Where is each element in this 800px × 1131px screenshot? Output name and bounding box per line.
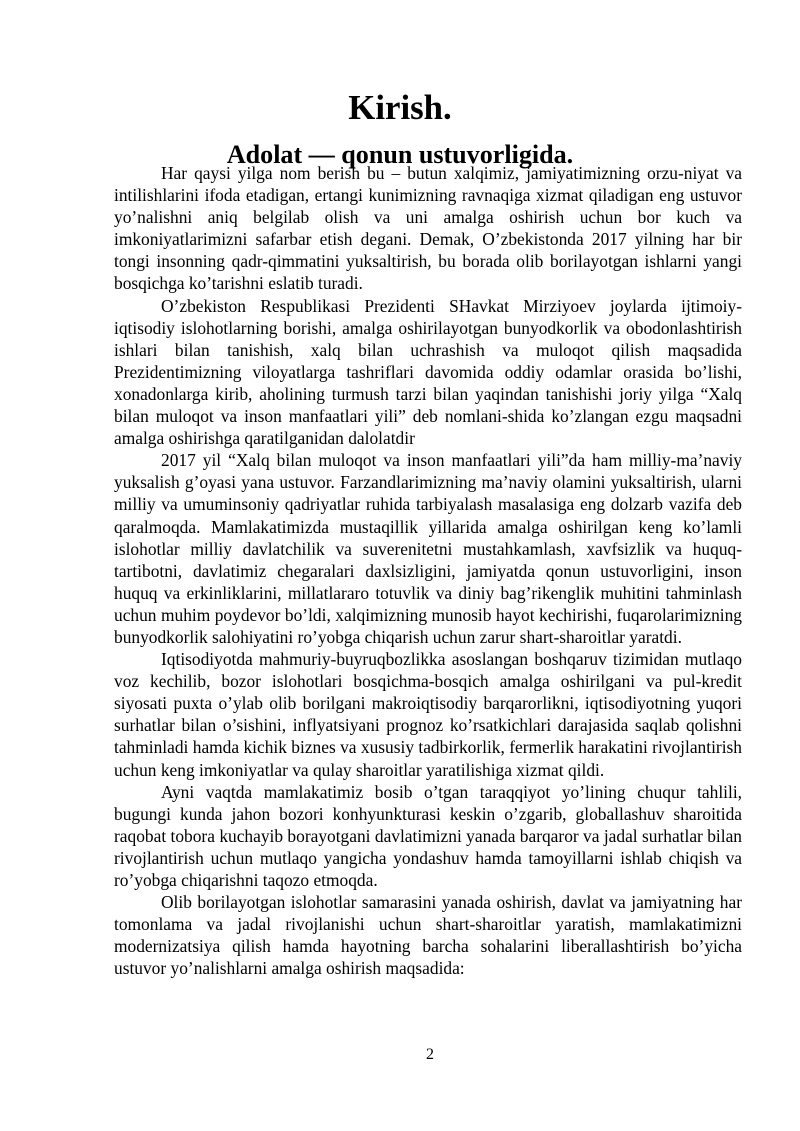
paragraph: 2017 yil “Xalq bilan muloqot va inson manfaatlari yili”da ham milliy-ma’naviy yuksalish g’oyasi yana ustuvor. Farzandlarimizning ma’naviy olamini yuksaltirish, ularni milliy va umuminsoniy qadriyatlar ruhida tarbiyalash masalasiga eng dolzarb vazifa deb qaralmoqda. Mamlakatimizda mustaqillik yillarida amalga oshirilgan keng ko’lamli islohotlar milliy davlatchilik va suverenitetni mustahkamlash, xavfsizlik va huquq-tartibotni, davlatimiz chegaralari daxlsizligini, jamiyatda qonun ustuvorligini, inson huquq va erkinliklarini, millatlararo totuvlik va diniy bag’rikenglik muhitini tahminlash uchun muhim poydevor bo’ldi, xalqimizning munosib hayot kechirishi, fuqarolarimizning bunyodkorlik salohiyatini ro’yobga chiqarish uchun zarur shart-sharoitlar yaratdi. bbox=[114, 450, 742, 647]
paragraph: O’zbekiston Respublikasi Prezidenti SHavkat Mirziyoev joylarda ijtimoiy-iqtisodiy islohotlarning borishi, amalga oshirilayotgan bunyodkorlik va obodonlashtirish ishlari bilan tanishish, xalq bilan uchrashish va muloqot qilish maqsadida Prezidentimizning viloyatlarga tashriflari davomida oddiy odamlar orasida bo’lishi, xonadonlarga kirib, aholining turmush tarzi bilan yaqindan tanishishi joriy yilga “Xalq bilan muloqot va inson manfaatlari yili” deb nomlani-shida ko’zlangan ezgu maqsadni amalga oshirishga qaratilganidan dalolatdir bbox=[114, 295, 742, 449]
paragraph: Iqtisodiyotda mahmuriy-buyruqbozlikka asoslangan boshqaruv tizimidan mutlaqo voz kechilib, bozor islohotlari bosqichma-bosqich amalga oshirilgani va pul-kredit siyosati puxta o’ylab olib borilgani makroiqtisodiy barqarorlikni, iqtisodiyotning yuqori surhatlar bilan o’sishini, inflyatsiyani prognoz ko’rsatkichlari darajasida saqlab qolishni tahminladi hamda kichik biznes va xususiy tadbirkorlik, fermerlik harakatini rivojlantirish uchun keng imkoniyatlar va qulay sharoitlar yaratilishiga xizmat qildi. bbox=[114, 649, 742, 780]
section-subtitle: Adolat — qonun ustuvorligida. bbox=[226, 140, 574, 169]
document-body bbox=[114, 162, 742, 979]
paragraph: Ayni vaqtda mamlakatimiz bosib o’tgan taraqqiyot yo’lining chuqur tahlili, bugungi kunda jahon bozori konhyunkturasi keskin o’zgarib, globallashuv sharoitida raqobat tobora kuchayib borayotgani davlatimizni yanada barqaror va jadal surhatlar bilan rivojlantirish uchun mutlaqo yangicha yondashuv hamda tamoyillarni ishlab chiqish va ro’yobga chiqarishni taqozo etmoqda. bbox=[114, 781, 742, 890]
page-number: 2 bbox=[426, 1046, 434, 1063]
paragraph: Har qaysi yilga nom berish bu – butun xalqimiz, jamiyatimizning orzu-niyat va intilishlarini ifoda etadigan, ertangi kunimizning ravnaqiga xizmat qiladigan eng ustuvor yo’nalishni aniq belgilab olish va uni amalga oshirish uchun bor kuch va imkoniyatlarimizni safarbar etish degani. Demak, O’zbekistonda 2017 yilning har bir tongi insonning qadr-qimmatini yuksaltirish, bu borada olib borilayotgan ishlarni yangi bosqichga ko’tarishni eslatib turadi. bbox=[114, 163, 742, 294]
paragraph: Olib borilayotgan islohotlar samarasini yanada oshirish, davlat va jamiyatning har tomonlama va jadal rivojlanishi uchun shart-sharoitlar yaratish, mamlakatimizni modernizatsiya qilish hamda hayotning barcha sohalarini liberallashtirish bo’yicha ustuvor yo’nalishlarni amalga oshirish maqsadida: bbox=[114, 892, 742, 979]
page-title: Kirish. bbox=[348, 88, 452, 127]
